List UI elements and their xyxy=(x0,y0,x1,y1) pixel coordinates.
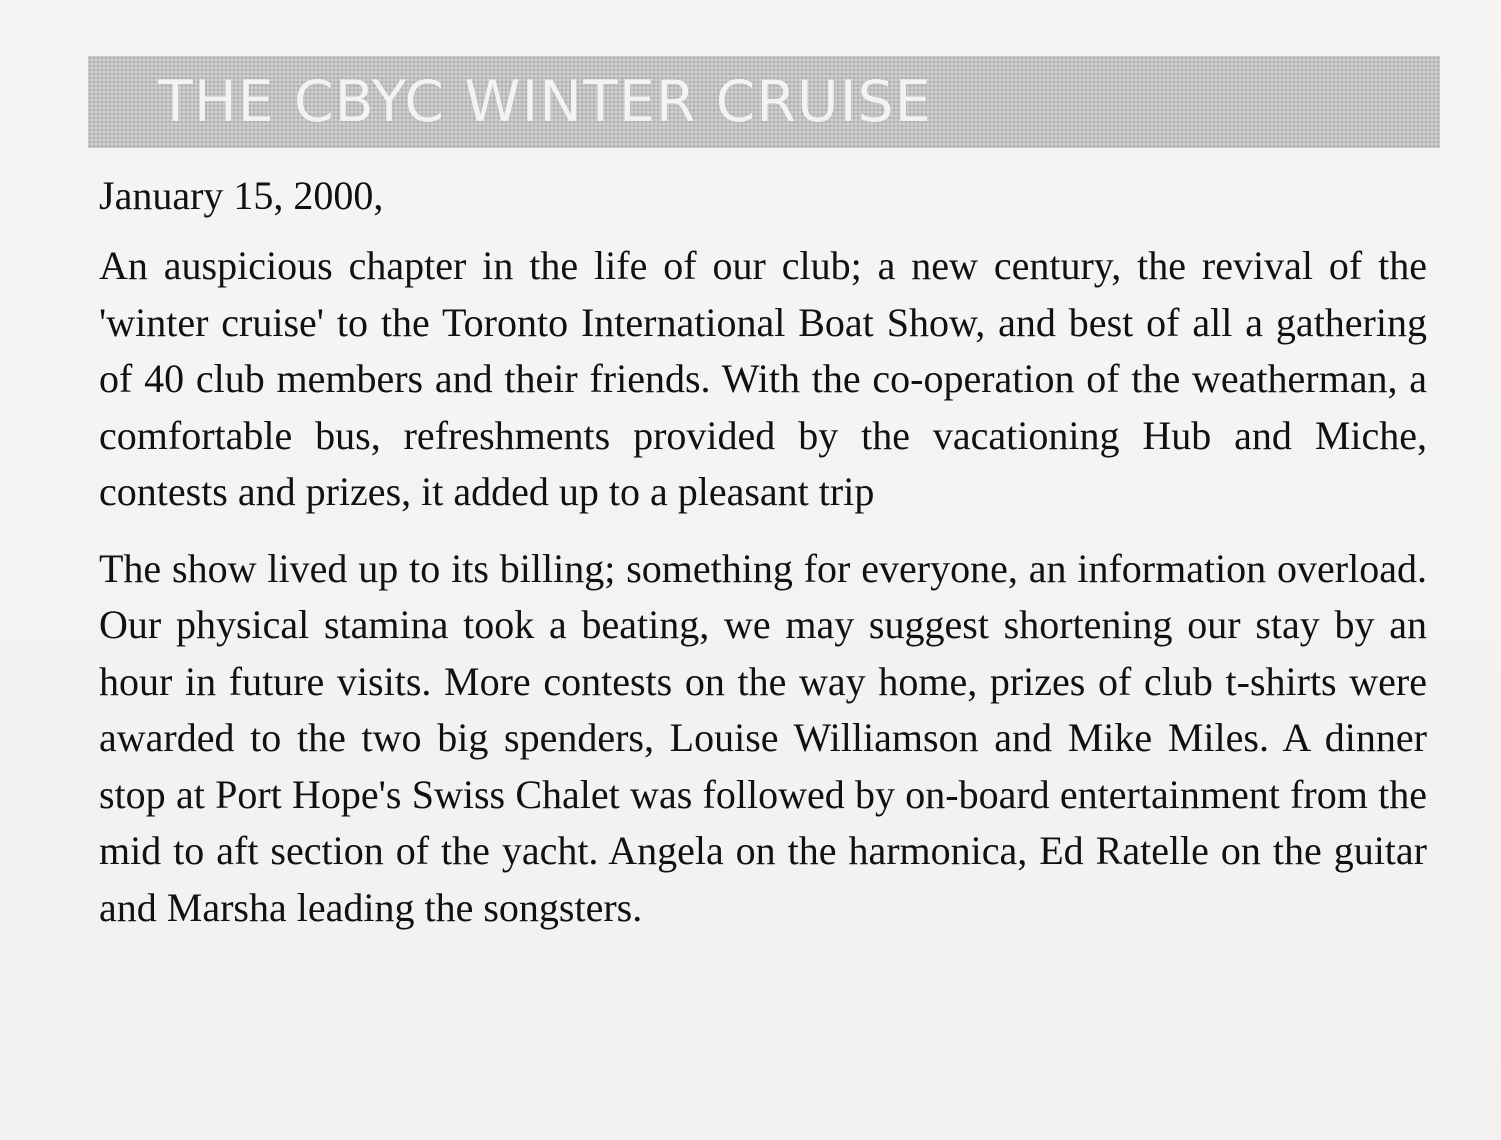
page-title: THE CBYC WINTER CRUISE xyxy=(158,69,932,135)
article-date: January 15, 2000, xyxy=(99,173,384,218)
header-banner xyxy=(88,56,1440,148)
article-paragraph-2: The show lived up to its billing; something for everyone, an information overload. Our physical stamina took a beating, we may suggest shortening our stay by an hour in future visits. More contests on the way home, prizes of club t-shirts were awarded to the two big spenders, Louise Williamson and Mike Miles. A dinner stop at Port Hope's Swiss Chalet was followed by on-board entertainment from the mid to aft section of the yacht. Angela on the harmonica, Ed Ratelle on the guitar and Marsha leading the songsters. xyxy=(99,545,1427,930)
article-paragraph-1: An auspicious chapter in the life of our club; a new century, the revival of the 'winter cruise' to the Toronto International Boat Show, and best of all a gathering of 40 club members and their friends. With the co-operation of the weatherman, a comfortable bus, refreshments provided by the vacationing Hub and Miche, contests and prizes, it added up to a pleasant trip xyxy=(99,243,1427,514)
article-body xyxy=(99,168,1427,956)
